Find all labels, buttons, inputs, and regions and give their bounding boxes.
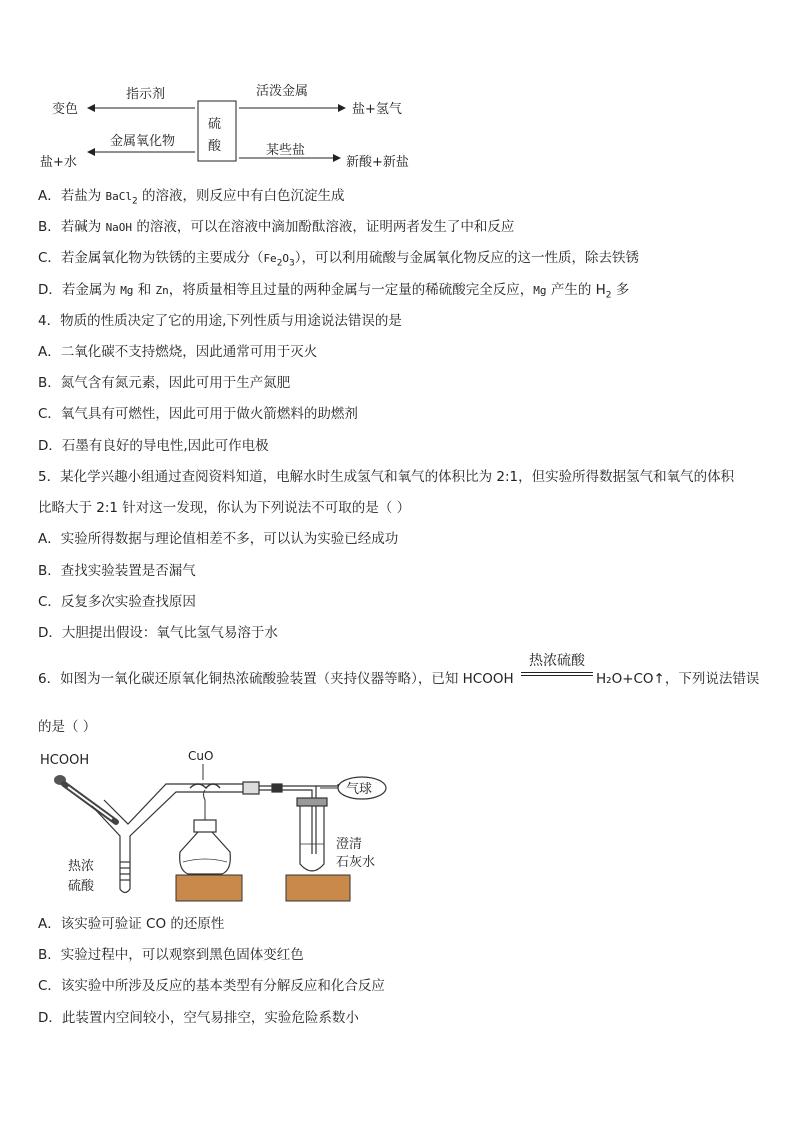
label-balloon: 气球 [346, 782, 373, 797]
label-lime-1: 澄清 [336, 837, 363, 852]
q6-option-b: B．实验过程中，可以观察到黑色固体变红色 [38, 947, 304, 963]
q4-option-b: B．氮气含有氮元素，因此可用于生产氮肥 [38, 375, 291, 391]
result-salt-hydrogen: 盐+氢气 [352, 102, 402, 117]
label-hcooh: HCOOH [40, 753, 90, 768]
co-reduction-apparatus [38, 744, 398, 904]
label-acid-1: 热浓 [68, 859, 95, 874]
q6-stem-line2: 的是（ ） [38, 719, 97, 735]
label-lime-2: 石灰水 [336, 855, 376, 870]
alcohol-lamp [180, 790, 231, 874]
label-active-metal: 活泼金属 [256, 84, 309, 99]
q5-stem-line2: 比略大于 2:1 针对这一发现，你认为下列说法不可取的是（ ） [38, 500, 411, 516]
q5-option-d: D．大胆提出假设：氧气比氢气易溶于水 [38, 625, 278, 641]
box-bottom-char: 酸 [208, 139, 222, 154]
q6-option-d: D．此装置内空间较小，空气易排空，实验危险系数小 [38, 1010, 359, 1026]
connecting-tube [259, 784, 338, 854]
label-some-salts: 某些盐 [266, 143, 306, 158]
q5-stem-line1: 5．某化学兴趣小组通过查阅资料知道，电解水时生成氢气和氧气的体积比为 2:1，但实验所得数据氢气和氧气的体积 [38, 469, 735, 485]
equals-sign [521, 672, 593, 676]
q3-option-d: D．若金属为 Mg 和 Zn，将质量相等且过量的两种金属与一定量的稀硫酸完全反应，Mg 产生的 $H_2$ 多 [38, 282, 630, 301]
result-color-change: 变色 [52, 102, 79, 117]
label-metal-oxide: 金属氧化物 [110, 134, 176, 149]
q4-option-d: D．石墨有良好的导电性,因此可作电极 [38, 438, 269, 454]
q3-option-c: C．若金属氧化物为铁锈的主要成分$(Fe_2O_3)$，可以利用硫酸与金属氧化物反应的这一性质，除去铁锈 [38, 250, 640, 269]
q6-stem-line1: 6．如图为一氧化碳还原氧化铜热浓硫酸验装置（夹持仪器等略），已知 HCOOH [38, 671, 514, 687]
q5-option-b: B．查找实验装置是否漏气 [38, 563, 196, 579]
q4-option-a: A．二氧化碳不支持燃烧，因此通常可用于灭火 [38, 344, 318, 360]
q3-option-a: A．若盐为 BaCl$_2$ 的溶液，则反应中有白色沉淀生成 [38, 188, 345, 207]
result-salt-water: 盐+水 [40, 155, 77, 170]
label-acid-2: 硫酸 [68, 879, 95, 894]
tube-stand-right [286, 875, 350, 901]
box-top-char: 硫 [208, 117, 222, 132]
sulfuric-acid-diagram [40, 78, 460, 178]
q4-stem: 4．物质的性质决定了它的用途,下列性质与用途说法错误的是 [38, 313, 402, 329]
q5-option-c: C．反复多次实验查找原因 [38, 594, 196, 610]
q4-option-c: C．氧气具有可燃性，因此可用于做火箭燃料的助燃剂 [38, 406, 358, 422]
q6-option-a: A．该实验可验证 CO 的还原性 [38, 916, 225, 932]
q3-option-b: B．若碱为 NaOH 的溶液，可以在溶液中滴加酚酞溶液，证明两者发生了中和反应 [38, 219, 515, 235]
label-cuo: CuO [188, 749, 214, 763]
q5-option-a: A．实验所得数据与理论值相差不多，可以认为实验已经成功 [38, 531, 399, 547]
reaction-condition: 热浓硫酸 [521, 652, 593, 676]
dropper [54, 775, 116, 822]
label-indicator: 指示剂 [126, 87, 166, 102]
lamp-stand-left [176, 875, 242, 901]
q6-option-c: C．该实验中所涉及反应的基本类型有分解反应和化合反应 [38, 978, 385, 994]
q6-stem-products: H₂O+CO↑，下列说法错误 [596, 671, 760, 687]
result-new-acid-salt: 新酸+新盐 [346, 155, 409, 170]
